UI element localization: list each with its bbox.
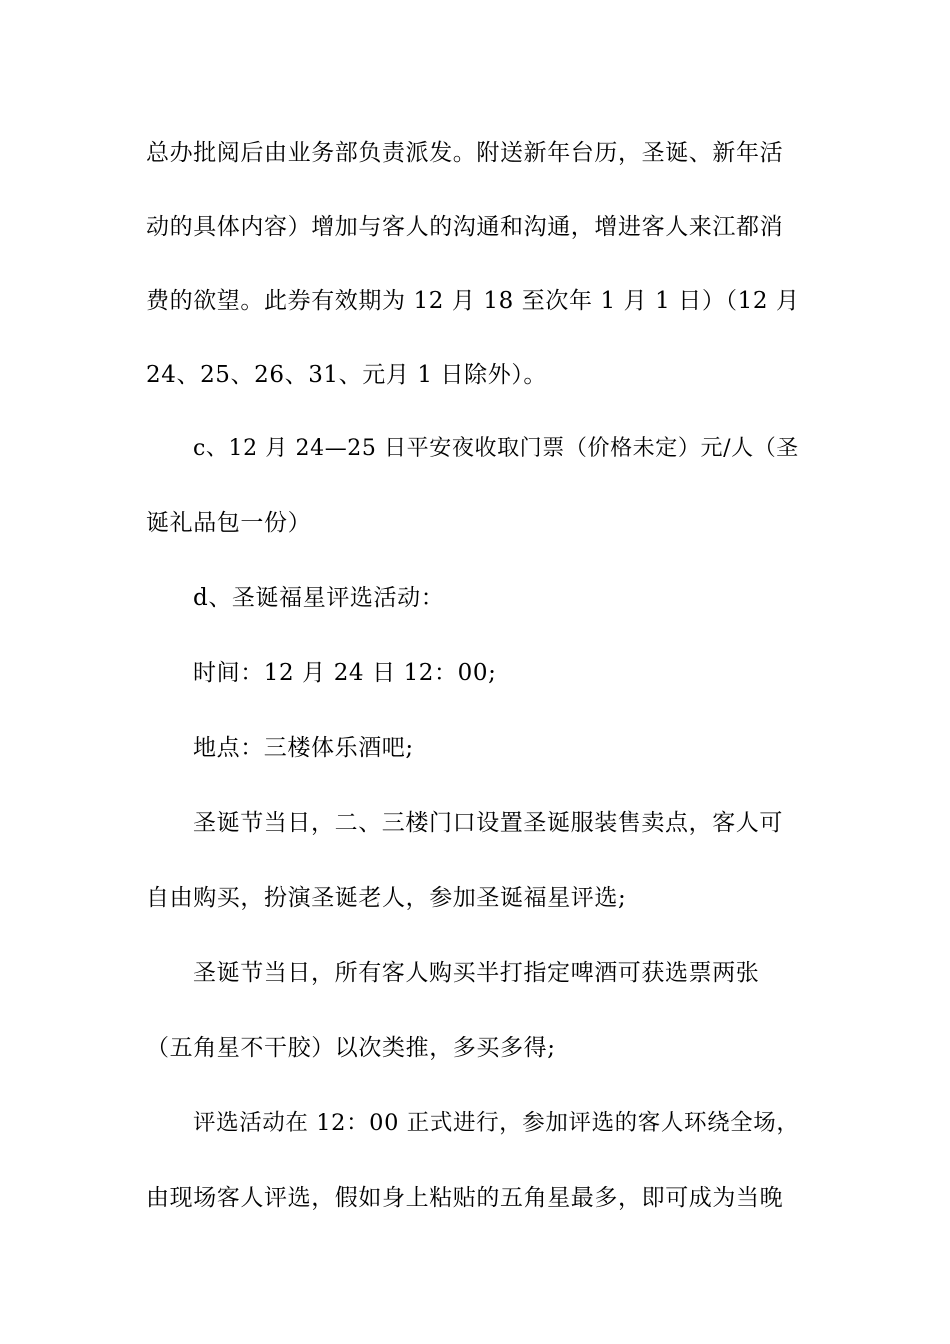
text-line: 动的具体内容）增加与客人的沟通和沟通，增进客人来江都消 (146, 214, 784, 240)
text-line: 圣诞节当日，所有客人购买半打指定啤酒可获选票两张 (193, 960, 760, 986)
text-line: d、圣诞福星评选活动： (193, 585, 445, 611)
text-line: 总办批阅后由业务部负责派发。附送新年台历，圣诞、新年活 (146, 140, 784, 166)
text-line: 24、25、26、31、元月 1 日除外）。 (146, 362, 548, 388)
text-line: 费的欲望。此券有效期为 12 月 18 至次年 1 月 1 日）（12 月 (146, 288, 800, 314)
text-line: 由现场客人评选，假如身上粘贴的五角星最多，即可成为当晚 (146, 1185, 784, 1211)
text-line: 地点：三楼体乐酒吧; (193, 735, 414, 761)
text-line: （五角星不干胶）以次类推，多买多得; (146, 1035, 556, 1061)
text-line: 评选活动在 12：00 正式进行，参加评选的客人环绕全场， (193, 1110, 800, 1136)
text-line: 圣诞节当日，二、三楼门口设置圣诞服装售卖点，客人可 (193, 810, 783, 836)
text-line: 时间：12 月 24 日 12：00; (193, 660, 497, 686)
text-line: c、12 月 24—25 日平安夜收取门票（价格未定）元/人（圣 (193, 436, 799, 461)
text-line: 自由购买，扮演圣诞老人，参加圣诞福星评选; (146, 885, 627, 911)
text-line: 诞礼品包一份） (146, 510, 312, 536)
